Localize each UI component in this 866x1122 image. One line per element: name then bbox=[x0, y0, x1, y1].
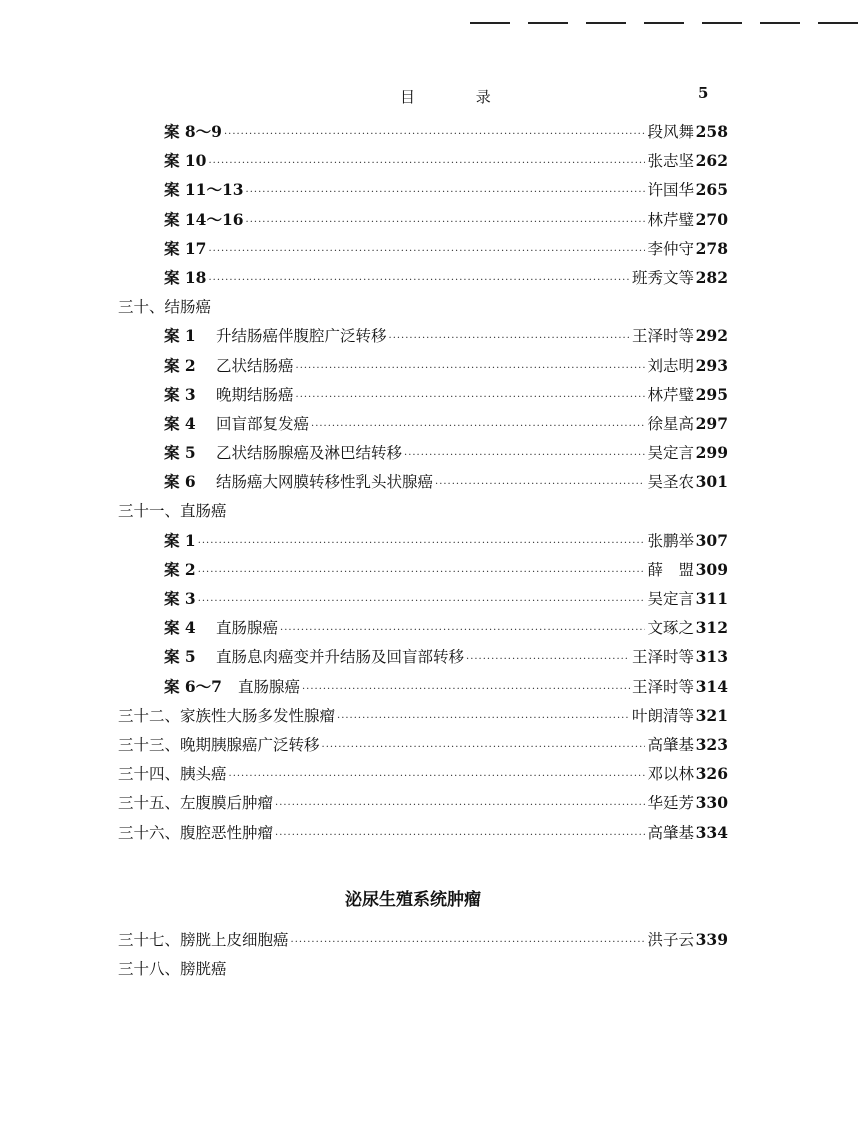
case-label: 案 5 bbox=[164, 443, 196, 463]
toc-row[interactable] bbox=[118, 208, 728, 237]
author: 邓以林 bbox=[647, 765, 694, 784]
toc-row[interactable] bbox=[118, 412, 728, 441]
leader-dots bbox=[198, 596, 646, 607]
leader-dots bbox=[337, 713, 630, 724]
page-ref: 262 bbox=[695, 151, 728, 171]
author: 吴圣农 bbox=[647, 473, 694, 492]
toc-row[interactable] bbox=[118, 149, 728, 178]
leader-dots bbox=[246, 217, 646, 228]
toc-row[interactable] bbox=[118, 704, 728, 733]
case-description: 回盲部复发癌 bbox=[216, 414, 310, 433]
page-ref: 313 bbox=[695, 647, 728, 667]
author: 文琢之 bbox=[647, 619, 694, 638]
toc-row[interactable] bbox=[118, 470, 728, 499]
case-description: 直肠息肉癌变并升结肠及回盲部转移 bbox=[216, 648, 465, 667]
page-ref: 311 bbox=[695, 589, 728, 608]
page-ref: 323 bbox=[695, 734, 728, 754]
author: 林芹璧 bbox=[647, 385, 694, 404]
case-label: 案 6 bbox=[164, 472, 196, 492]
leader-dots bbox=[435, 479, 645, 490]
author: 许国华 bbox=[647, 181, 694, 200]
page-ref: 330 bbox=[695, 793, 728, 813]
author: 班秀文等 bbox=[631, 268, 694, 287]
author: 王泽时等 bbox=[631, 648, 694, 667]
table-of-contents bbox=[118, 120, 728, 986]
page-ref: 270 bbox=[695, 209, 728, 229]
author: 张志坚 bbox=[647, 152, 694, 171]
section-title: 三十、结肠癌 bbox=[118, 298, 212, 317]
toc-row[interactable] bbox=[118, 237, 728, 266]
toc-row[interactable] bbox=[118, 178, 728, 207]
page-ref: 299 bbox=[695, 443, 728, 463]
author: 华廷芳 bbox=[647, 794, 694, 813]
section-title: 三十一、直肠癌 bbox=[118, 502, 227, 521]
page-ref: 301 bbox=[695, 472, 728, 492]
page-ref: 312 bbox=[695, 618, 728, 638]
spacer bbox=[118, 850, 728, 880]
leader-dots bbox=[291, 937, 646, 948]
toc-row[interactable] bbox=[118, 928, 728, 957]
case-label: 案 4 bbox=[164, 618, 196, 638]
leader-dots bbox=[275, 800, 645, 811]
case-label: 案 18 bbox=[164, 267, 207, 287]
case-label: 案 2 bbox=[164, 355, 196, 375]
page-ref: 278 bbox=[695, 238, 728, 258]
case-label: 案 8～9 bbox=[164, 122, 222, 141]
case-description: 直肠腺癌 bbox=[216, 619, 279, 638]
page-ref: 314 bbox=[695, 676, 728, 696]
case-description: 晚期结肠癌 bbox=[216, 385, 294, 404]
case-label: 案 1 bbox=[164, 326, 196, 346]
page-ref: 282 bbox=[695, 267, 728, 287]
leader-dots bbox=[275, 830, 645, 841]
author: 王泽时等 bbox=[631, 327, 694, 346]
page-ref: 293 bbox=[695, 355, 728, 375]
author: 刘志明 bbox=[647, 356, 694, 375]
author: 洪子云 bbox=[647, 930, 694, 949]
author: 段风舞 bbox=[647, 123, 694, 141]
section-heading[interactable] bbox=[118, 957, 728, 986]
leader-dots bbox=[466, 654, 630, 665]
toc-row[interactable] bbox=[118, 354, 728, 383]
toc-row[interactable] bbox=[118, 733, 728, 762]
leader-dots bbox=[296, 392, 646, 403]
case-description: 乙状结肠癌 bbox=[216, 356, 294, 375]
page-ref: 321 bbox=[695, 705, 728, 725]
case-description: 乙状结肠腺癌及淋巴结转移 bbox=[216, 444, 403, 463]
leader-dots bbox=[246, 187, 646, 198]
case-description: 直肠腺癌 bbox=[237, 677, 300, 696]
case-label: 案 11～13 bbox=[164, 180, 244, 200]
toc-row[interactable] bbox=[118, 383, 728, 412]
leader-dots bbox=[208, 158, 645, 169]
section-title: 三十五、左腹膜后肿瘤 bbox=[118, 794, 274, 813]
page-ref: 265 bbox=[695, 180, 728, 200]
author: 高肇基 bbox=[647, 823, 694, 842]
page-ref: 292 bbox=[695, 326, 728, 346]
toc-row[interactable] bbox=[118, 821, 728, 850]
case-label: 案 2 bbox=[164, 559, 196, 579]
case-label: 案 6～7 bbox=[164, 676, 222, 696]
leader-dots bbox=[280, 625, 645, 636]
section-heading[interactable] bbox=[118, 499, 728, 528]
leader-dots bbox=[208, 246, 645, 257]
case-label: 案 1 bbox=[164, 530, 196, 550]
toc-row[interactable] bbox=[118, 529, 728, 558]
page-ref: 307 bbox=[695, 530, 728, 550]
author: 薛 盟 bbox=[647, 560, 694, 579]
page-header-title: 目 录 bbox=[400, 88, 519, 106]
case-label: 案 17 bbox=[164, 238, 207, 258]
case-label: 案 5 bbox=[164, 647, 196, 667]
leader-dots bbox=[296, 363, 646, 374]
leader-dots bbox=[302, 684, 630, 695]
toc-row[interactable] bbox=[118, 120, 728, 149]
page-ref: 309 bbox=[695, 559, 728, 579]
page-number: 5 bbox=[698, 84, 709, 102]
leader-dots bbox=[198, 538, 646, 549]
leader-dots bbox=[404, 450, 645, 461]
top-rule-dashes bbox=[470, 22, 866, 26]
author: 吴定言 bbox=[647, 590, 694, 608]
toc-row[interactable] bbox=[118, 558, 728, 587]
toc-row[interactable] bbox=[118, 645, 728, 674]
page-ref: 339 bbox=[695, 929, 728, 949]
page-ref: 258 bbox=[695, 122, 728, 141]
section-title: 三十四、胰头癌 bbox=[118, 765, 227, 784]
case-label: 案 4 bbox=[164, 413, 196, 433]
section-heading[interactable] bbox=[118, 295, 728, 324]
section-title: 三十二、家族性大肠多发性腺瘤 bbox=[118, 706, 336, 725]
section-title: 三十七、膀胱上皮细胞癌 bbox=[118, 930, 289, 949]
toc-row[interactable] bbox=[118, 762, 728, 791]
section-title: 三十六、腹腔恶性肿瘤 bbox=[118, 823, 274, 842]
leader-dots bbox=[198, 567, 646, 578]
toc-row[interactable] bbox=[118, 441, 728, 470]
case-label: 案 10 bbox=[164, 151, 207, 171]
toc-row[interactable] bbox=[118, 324, 728, 353]
author: 叶朗清等 bbox=[631, 706, 694, 725]
page-ref: 334 bbox=[695, 822, 728, 842]
toc-row[interactable] bbox=[118, 675, 728, 704]
author: 李仲守 bbox=[647, 239, 694, 258]
page-ref: 297 bbox=[695, 413, 728, 433]
case-label: 案 3 bbox=[164, 384, 196, 404]
case-label: 案 3 bbox=[164, 589, 196, 608]
toc-row[interactable] bbox=[118, 266, 728, 295]
author: 张鹏举 bbox=[647, 531, 694, 550]
author: 吴定言 bbox=[647, 444, 694, 463]
leader-dots bbox=[208, 275, 630, 286]
leader-dots bbox=[229, 771, 646, 782]
author: 高肇基 bbox=[647, 735, 694, 754]
leader-dots bbox=[322, 742, 646, 753]
case-description: 结肠癌大网膜转移性乳头状腺癌 bbox=[216, 473, 434, 492]
section-title: 三十八、膀胱癌 bbox=[118, 959, 227, 978]
case-label: 案 14～16 bbox=[164, 209, 244, 229]
chapter-heading: 泌尿生殖系统肿瘤 bbox=[345, 889, 481, 910]
toc-row[interactable] bbox=[118, 616, 728, 645]
section-title: 三十三、晚期胰腺癌广泛转移 bbox=[118, 735, 320, 754]
case-description: 升结肠癌伴腹腔广泛转移 bbox=[216, 327, 387, 346]
leader-dots bbox=[389, 333, 630, 344]
author: 徐星高 bbox=[647, 414, 694, 433]
page-ref: 326 bbox=[695, 764, 728, 784]
leader-dots bbox=[224, 129, 646, 140]
author: 林芹璧 bbox=[647, 210, 694, 229]
toc-row[interactable] bbox=[118, 587, 728, 616]
author: 王泽时等 bbox=[631, 677, 694, 696]
leader-dots bbox=[311, 421, 645, 432]
page-ref: 295 bbox=[695, 384, 728, 404]
toc-row[interactable] bbox=[118, 791, 728, 820]
